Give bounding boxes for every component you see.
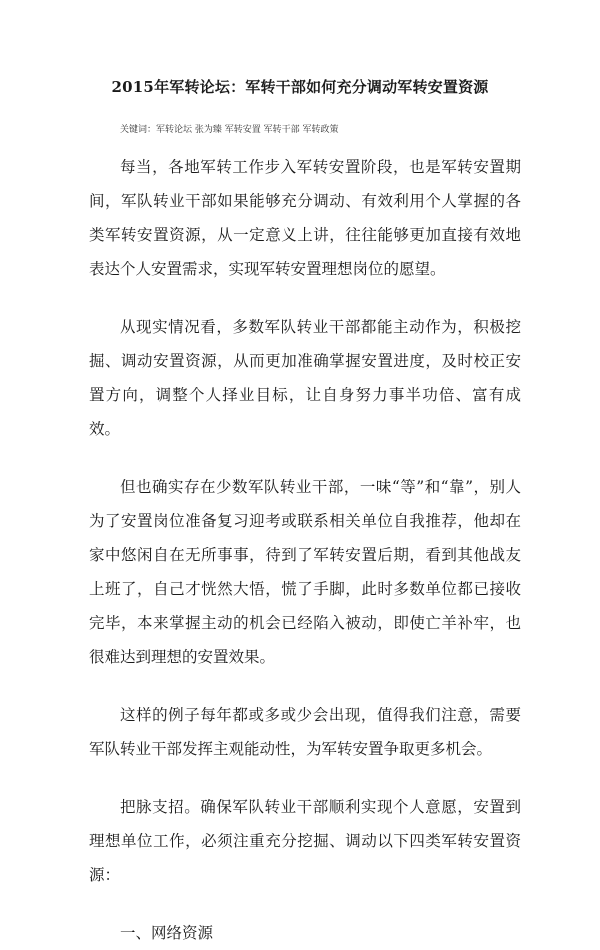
- document-title: 2015年军转论坛：军转干部如何充分调动军转安置资源: [111, 78, 489, 96]
- paragraph: 把脉支招。确保军队转业干部顺利实现个人意愿，安置到理想单位工作，必须注重充分挖掘、调动以下四类军转安置资源：: [89, 798, 521, 884]
- paragraph: 这样的例子每年都或多或少会出现，值得我们注意，需要军队转业干部发挥主观能动性，为军转安置争取更多机会。: [89, 706, 521, 758]
- document-body: [89, 150, 521, 950]
- paragraph: 从现实情况看，多数军队转业干部都能主动作为，积极挖掘、调动安置资源，从而更加准确掌握安置进度，及时校正安置方向，调整个人择业目标，让自身努力事半功倍、富有成效。: [89, 318, 521, 438]
- paragraph: 每当，各地军转工作步入军转安置阶段，也是军转安置期间，军队转业干部如果能够充分调动、有效利用个人掌握的各类军转安置资源，从一定意义上讲，往往能够更加直接有效地表达个人安置需求，实现军转安置理想岗位的愿望。: [89, 158, 521, 278]
- paragraph: 但也确实存在少数军队转业干部，一味“等”和“靠”，别人为了安置岗位准备复习迎考或联系相关单位自我推荐，他却在家中悠闲自在无所事事，待到了军转安置后期，看到其他战友上班了，自己才恍然大悟，慌了手脚，此时多数单位都已接收完毕，本来掌握主动的机会已经陷入被动，即使亡羊补牢，也很难达到理想的安置效果。: [89, 478, 521, 666]
- keywords-line: 关键词：军转论坛 张为臻 军转安置 军转干部 军转政策: [120, 125, 339, 135]
- section-heading: 一、网络资源: [120, 924, 214, 942]
